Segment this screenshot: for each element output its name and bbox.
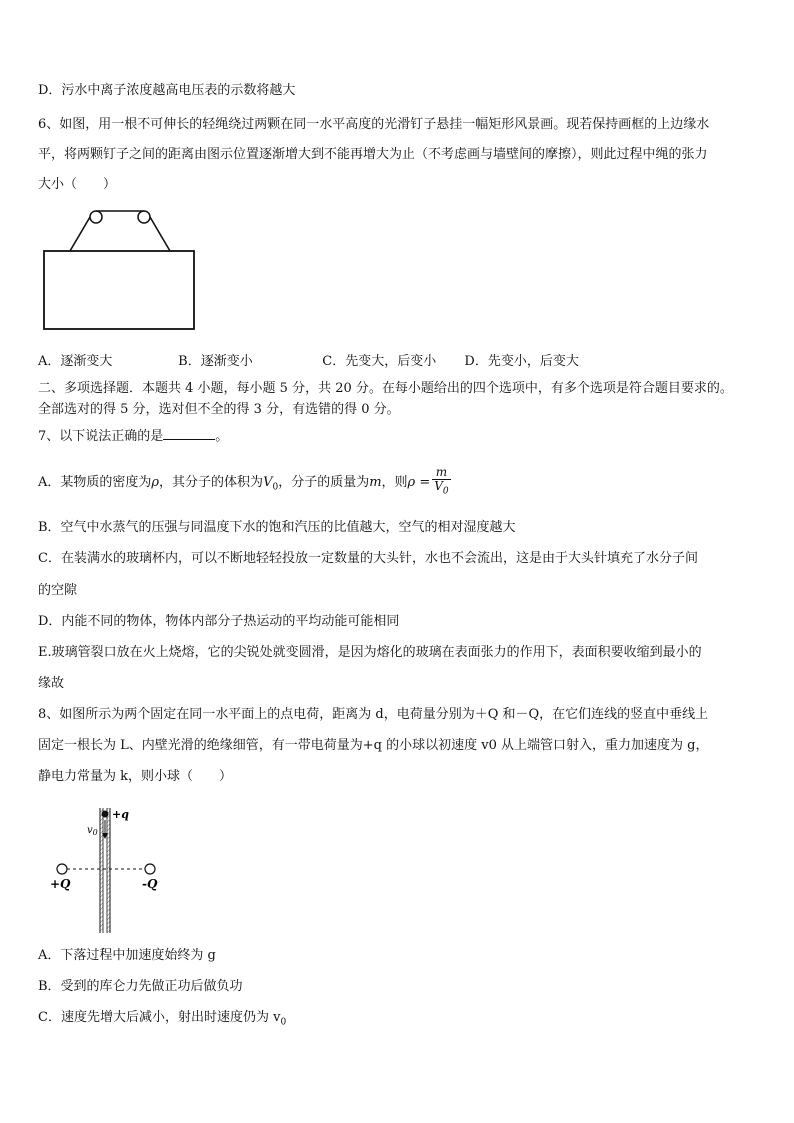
q7-a-text-1: A．某物质的密度为 [38,475,152,490]
nail-left [90,211,102,223]
q6-choices [38,353,764,371]
q6-hanging-picture-figure [40,205,200,335]
q7-a-text-2: ，其分子的体积为 [159,475,264,490]
charge-positive [57,864,67,874]
q7-stem [38,427,764,446]
label-v0-main: v [87,825,93,836]
q6-choice-c[interactable]: C．先变大，后变小 [322,354,437,369]
q7-option-e-line-1[interactable]: E.玻璃管裂口放在火上烧熔，它的尖锐处就变圆滑，是因为熔化的玻璃在表面张力的作用下，表面积要收缩到最小的 [38,645,702,660]
q7-a-frac-den-sub: 0 [442,486,449,497]
q7-stem-text: 7、以下说法正确的是 [38,429,164,444]
q7-option-b[interactable]: B．空气中水蒸气的压强与同温度下水的饱和汽压的比值越大，空气的相对湿度越大 [38,520,516,535]
q8-charges-tube-figure [40,800,190,940]
q7-option-a[interactable] [38,466,764,505]
q6-choice-b[interactable]: B．逐渐变小 [178,354,253,369]
label-minus-Q: -Q [142,877,158,891]
q7-option-e-line-2: 缘故 [38,676,65,691]
q7-a-frac-num: m [432,466,450,480]
q7-a-rho: ρ [151,475,160,490]
q6-choice-a[interactable]: A．逐渐变大 [38,354,113,369]
q7-a-text-4: ，则 [381,475,408,490]
q7-option-c-line-1[interactable]: C．在装满水的玻璃杯内，可以不断地轻轻投放一定数量的大头针，水也不会流出，这是由于大头针填充了水分子间 [38,551,698,566]
q6-stem-line-2: 平，将两颗钉子之间的距离由图示位置逐渐增大到不能再增大为止（不考虑画与墙壁间的摩擦），则此过程中绳的张力 [38,147,708,162]
q7-stem-end: 。 [215,429,229,444]
q8-stem-line-2: 固定一根长为 L、内壁光滑的绝缘细管，有一带电荷量为+q 的小球以初速度 v0 从上端管口射入，重力加速度为 g， [38,738,709,753]
q7-option-c-line-2: 的空隙 [38,583,78,598]
q6-stem-line-3: 大小（ ） [38,177,117,192]
q7-a-fraction [432,466,450,498]
q8-stem-line-1: 8、如图所示为两个固定在同一水平面上的点电荷，距离为 d，电荷量分别为＋Q 和－Q，在它们连线的竖直中垂线上 [38,707,709,722]
q7-a-m: m [369,475,382,490]
q8-option-b[interactable]: B．受到的库仑力先做正功后做负功 [38,979,243,994]
q7-a-eq: ρ = [407,475,431,490]
q6-stem-line-1: 6、如图，用一根不可伸长的轻绳绕过两颗在同一水平高度的光滑钉子悬挂一幅矩形风景画。现若保持画框的上边缘水 [38,117,710,132]
q8-c-sub: 0 [280,1017,287,1028]
rope-left [70,217,90,251]
label-plus-q: +q [112,808,129,821]
q8-option-a[interactable]: A．下落过程中加速度始终为 g [38,948,216,963]
q7-option-d[interactable]: D．内能不同的物体，物体内部分子热运动的平均动能可能相同 [38,614,400,629]
q7-a-v-sub: 0 [272,482,279,493]
label-plus-Q: +Q [50,877,71,891]
q7-a-v: V [263,475,273,490]
q7-answer-blank[interactable] [163,427,215,440]
rope-right [150,217,170,251]
q8-option-c[interactable] [38,1009,764,1032]
picture-frame [44,251,194,329]
section2-instructions-line-2: 全部选对的得 5 分，选对但不全的得 3 分，有选错的得 0 分。 [38,402,400,417]
q7-a-frac-den: V [434,479,443,494]
label-v0 [87,825,98,837]
q8-c-text: C．速度先增大后减小，射出时速度仍为 v [38,1010,281,1025]
q5-option-d: D．污水中离子浓度越高电压表的示数将越大 [38,83,296,98]
nail-right [138,211,150,223]
label-v0-sub: 0 [92,828,98,837]
q8-stem-line-3: 静电力常量为 k，则小球（ ） [38,769,233,784]
charge-negative [145,864,155,874]
q7-a-text-3: ，分子的质量为 [278,475,370,490]
q6-choice-d[interactable]: D．先变小，后变大 [464,354,579,369]
section2-instructions-line-1: 二、多项选择题．本题共 4 小题，每小题 5 分，共 20 分。在每小题给出的四个选项中，有多个选项是符合题目要求的。 [38,381,733,396]
ball-q [102,811,109,818]
